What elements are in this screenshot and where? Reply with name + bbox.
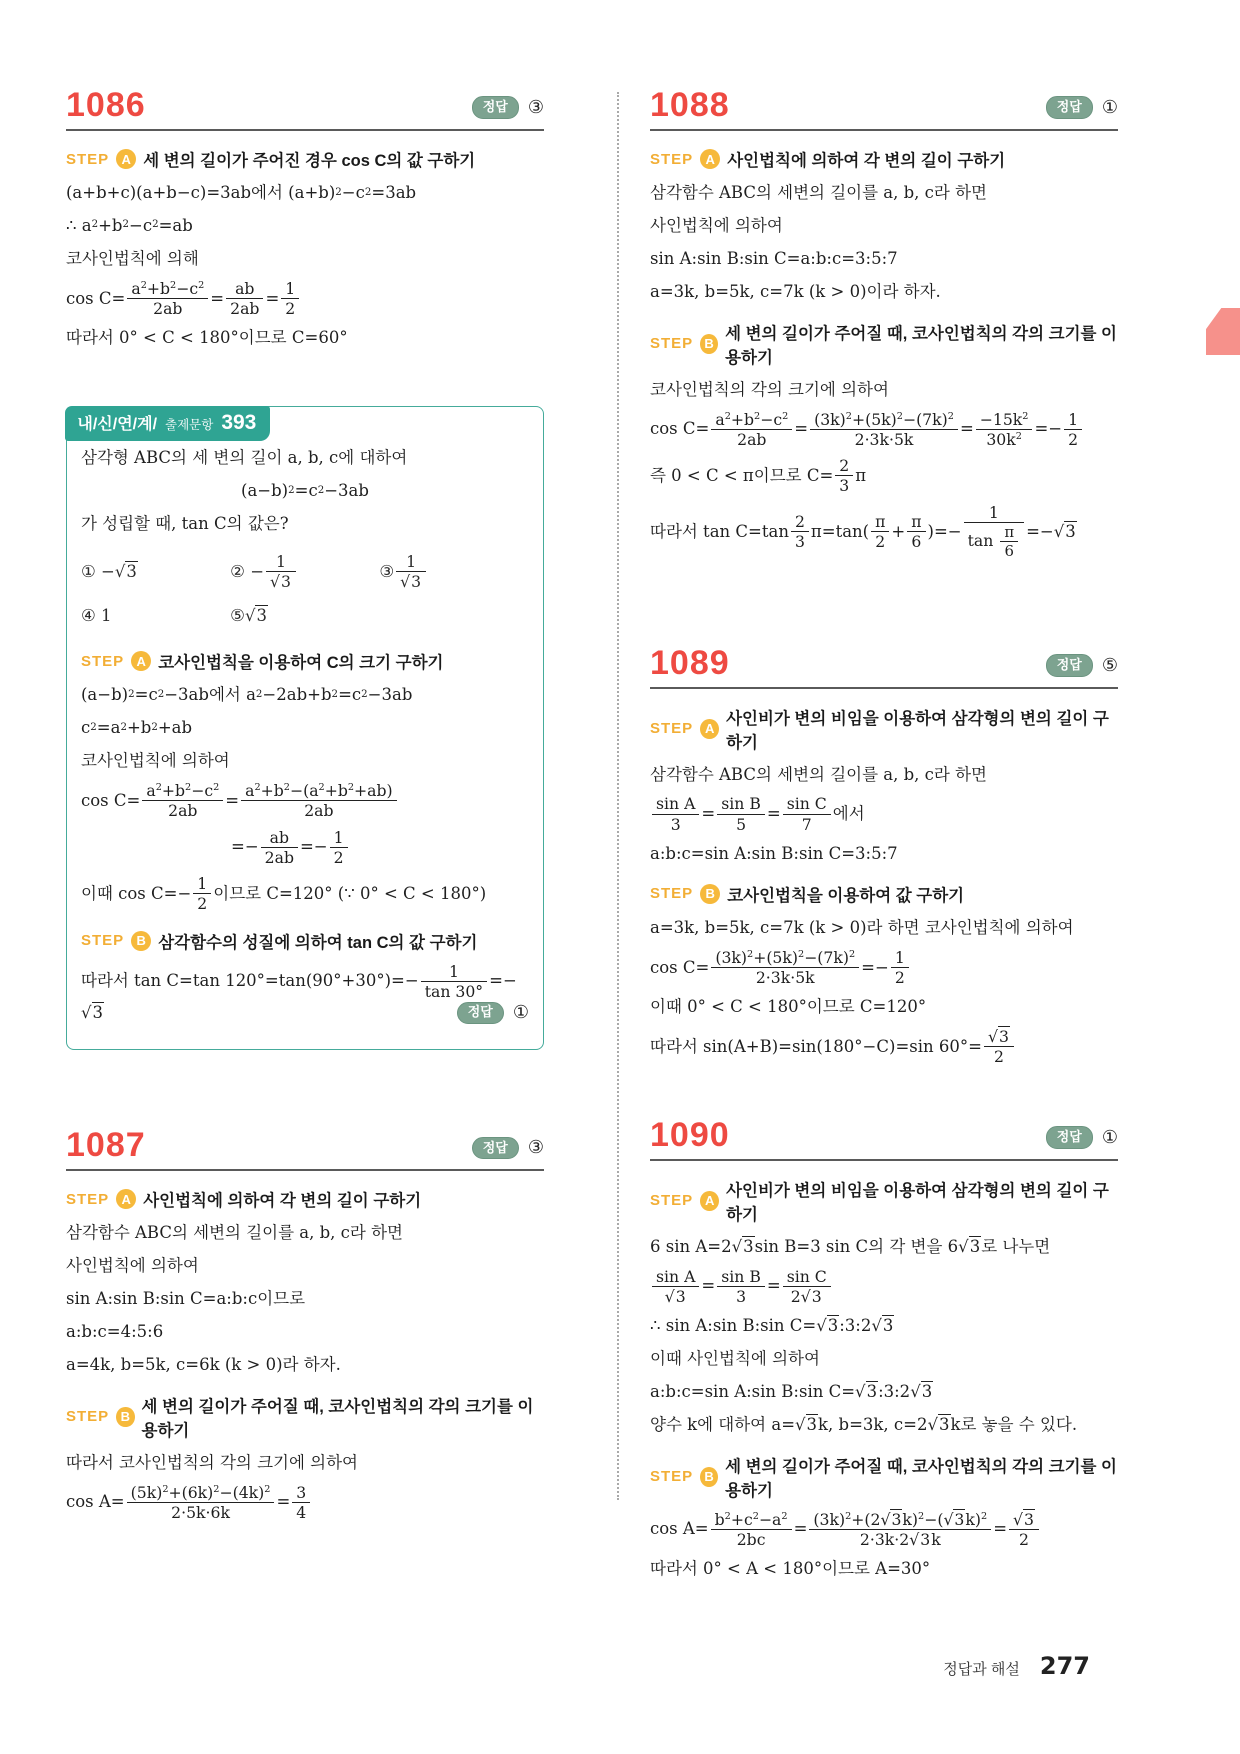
solution-line: =− $\frac{ab}{2ab}$ =− $\frac{1}{2}$ bbox=[81, 829, 529, 866]
solution-line: (a−b) 2 =c 2 −3ab에서 a 2 −2ab+b 2 =c 2 −3ab bbox=[81, 685, 413, 705]
column-divider bbox=[617, 92, 619, 1500]
step-title: 세 변의 길이가 주어질 때, 코사인법칙의 각의 크기를 이용하기 bbox=[725, 324, 1117, 367]
step-word: STEP bbox=[81, 652, 125, 670]
step-b-marker-icon: B bbox=[116, 1407, 134, 1427]
answer-badge bbox=[1046, 654, 1118, 680]
answer-choice-number: ③ bbox=[527, 1137, 544, 1158]
solution-line: (a+b+c)(a+b−c)=3ab에서 (a+b) 2 −c 2 =3ab bbox=[66, 183, 417, 202]
answer-choice-number: ⑤ bbox=[1101, 654, 1118, 675]
step-heading bbox=[81, 649, 529, 673]
step-heading bbox=[650, 320, 1118, 368]
solution-line: 코사인법칙에 의하여 bbox=[81, 751, 230, 771]
problem-number: 1086 bbox=[66, 86, 146, 124]
step-heading bbox=[650, 1177, 1118, 1225]
problem-header bbox=[650, 1115, 1118, 1161]
answer-choice-number: ① bbox=[1101, 1126, 1118, 1147]
step-b-marker-icon: B bbox=[131, 931, 151, 951]
problem-1088 bbox=[650, 88, 1118, 560]
answer-choices bbox=[81, 545, 529, 633]
step-b-marker-icon: B bbox=[700, 884, 720, 904]
exam-box-tab bbox=[65, 406, 270, 441]
solution-line: cos C= $\frac{a^2+b^2-c^2}{2ab}$ = $\frac{ab}{2ab}$ = $\frac{1}{2}$ bbox=[66, 280, 544, 317]
exam-link-box-393 bbox=[66, 406, 544, 1050]
step-word: STEP bbox=[650, 150, 694, 168]
answer-badge bbox=[1046, 96, 1118, 122]
step-heading bbox=[66, 147, 544, 171]
answer-choice-number: ① bbox=[1101, 97, 1118, 118]
solution-line: ∴ sin A:sin B:sin C= √3 :3:2 √3 bbox=[650, 1316, 894, 1336]
step-word: STEP bbox=[81, 932, 125, 950]
solution-line: 삼각함수 ABC의 세변의 길이를 a, b, c라 하면 bbox=[650, 183, 987, 202]
red-bookmark-tab bbox=[1206, 308, 1240, 355]
problem-1090 bbox=[650, 1115, 1118, 1581]
solution-line: a:b:c=sin A:sin B:sin C= √3 :3:2 √3 bbox=[650, 1381, 933, 1401]
solution-line: cos A= $\frac{b^2+c^2-a^2}{2bc}$ = $\frac{(3k)^2+(2√3k)^2-(√3k)^2}{2\cdot 3k\cdot 2√3k}$ = $\frac{√3}{2}$ bbox=[650, 1511, 1118, 1548]
solution-line: ∴ a 2 +b 2 −c 2 =ab bbox=[66, 215, 193, 235]
solution-line: 따라서 sin(A+B)=sin(180°−C)=sin 60°= $\frac{√3}{2}$ bbox=[650, 1028, 1118, 1065]
solution-line: 따라서 0° < C < 180°이므로 C=60° bbox=[66, 328, 348, 348]
solution-line: 즉 0 < C < π이므로 C= $\frac{2}{3}$ π bbox=[650, 456, 867, 496]
solution-line: $\frac{\text{sin A}}{√3}$ = $\frac{\text{sin B}}{3}$ = $\frac{\text{sin C}}{2√3}$ bbox=[650, 1268, 1118, 1305]
problem-number: 1088 bbox=[650, 86, 730, 124]
solution-line: 따라서 코사인법칙의 각의 크기에 의하여 bbox=[66, 1452, 358, 1472]
answer-badge bbox=[472, 1137, 544, 1163]
step-heading bbox=[650, 705, 1118, 753]
step-word: STEP bbox=[650, 1468, 694, 1486]
step-heading bbox=[66, 1187, 544, 1211]
solution-line: 이때 사인법칙에 의하여 bbox=[650, 1348, 820, 1368]
right-column bbox=[650, 88, 1118, 1590]
problem-header bbox=[66, 88, 544, 131]
step-a-marker-icon: A bbox=[700, 149, 720, 169]
step-a-marker-icon: A bbox=[116, 1189, 136, 1209]
step-word: STEP bbox=[66, 1408, 110, 1426]
solution-line: sin A:sin B:sin C=a:b:c이므로 bbox=[66, 1288, 306, 1308]
step-word: STEP bbox=[66, 1190, 110, 1208]
solution-line: 따라서 tan C=tan $\frac{2}{3}$ π=tan( $\frac{\pi}{2}$ + $\frac{\pi}{6}$ )=− 1 tan $\frac{\pi}{6}$ =− √3 bbox=[650, 502, 1076, 561]
solution-line: 삼각함수 ABC의 세변의 길이를 a, b, c라 하면 bbox=[650, 764, 987, 784]
step-word: STEP bbox=[650, 720, 694, 738]
solution-line: 이때 cos C=− $\frac{1}{2}$ 이므로 C=120° (∵ 0° < C < 180°) bbox=[81, 874, 487, 914]
choice-item: ④ 1 bbox=[81, 606, 112, 626]
solution-line: cos C= $\frac{(3k)^2+(5k)^2-(7k)^2}{2\cdot 3k\cdot 5k}$ =− $\frac{1}{2}$ bbox=[650, 949, 1118, 986]
footer-page-number: 277 bbox=[1039, 1652, 1090, 1680]
step-a-marker-icon: A bbox=[700, 719, 719, 739]
problem-number: 1087 bbox=[66, 1126, 146, 1165]
answer-badge bbox=[1046, 1126, 1118, 1152]
step-heading bbox=[650, 882, 1118, 906]
solution-line: $\frac{\text{sin A}}{3}$ = $\frac{\text{sin B}}{5}$ = $\frac{\text{sin C}}{7}$ 에서 bbox=[650, 795, 1118, 832]
solution-line: c 2 =a 2 +b 2 +ab bbox=[81, 718, 193, 738]
choice-item: ③ $\frac{1}{√3}$ bbox=[379, 553, 528, 590]
step-title: 세 변의 길이가 주어질 때, 코사인법칙의 각의 크기를 이용하기 bbox=[725, 1457, 1117, 1500]
answer-pill-label: 정답 bbox=[1046, 1126, 1093, 1149]
exam-item-number: 393 bbox=[221, 410, 257, 434]
footer-section-label: 정답과 해설 bbox=[943, 1661, 1020, 1678]
choice-item: ② − $\frac{1}{√3}$ bbox=[230, 553, 379, 590]
step-heading bbox=[650, 1453, 1118, 1501]
problem-header bbox=[66, 1128, 544, 1171]
solution-line: a=3k, b=5k, c=7k (k > 0)라 하면 코사인법칙에 의하여 bbox=[650, 917, 1074, 937]
answer-choice-number: ③ bbox=[527, 97, 544, 118]
answer-pill-label: 정답 bbox=[472, 96, 519, 119]
problem-number: 1089 bbox=[650, 643, 730, 682]
solution-line: 가 성립할 때, tan C의 값은? bbox=[81, 514, 289, 533]
solution-line: 사인법칙에 의하여 bbox=[66, 1256, 199, 1276]
answer-choice-number: ① bbox=[512, 1002, 529, 1024]
problem-number: 1090 bbox=[650, 1115, 730, 1154]
step-word: STEP bbox=[66, 150, 110, 168]
step-a-marker-icon: A bbox=[700, 1191, 719, 1211]
solution-line: 따라서 0° < A < 180°이므로 A=30° bbox=[650, 1559, 931, 1579]
left-column bbox=[66, 88, 544, 1530]
solution-line: 삼각형 ABC의 세 변의 길이 a, b, c에 대하여 bbox=[81, 448, 408, 468]
step-heading bbox=[81, 929, 529, 953]
step-b-marker-icon: B bbox=[700, 1467, 718, 1487]
solution-line: a=4k, b=5k, c=6k (k > 0)라 하자. bbox=[66, 1354, 341, 1374]
step-word: STEP bbox=[650, 885, 694, 903]
solution-line: cos A= $\frac{(5k)^2+(6k)^2-(4k)^2}{2\cdot 5k\cdot 6k}$ = $\frac{3}{4}$ bbox=[66, 1484, 544, 1521]
step-title: 세 변의 길이가 주어질 때, 코사인법칙의 각의 크기를 이용하기 bbox=[141, 1397, 534, 1440]
solution-line: a:b:c=sin A:sin B:sin C=3:5:7 bbox=[650, 843, 898, 863]
choice-item: ① − √3 bbox=[81, 562, 137, 582]
step-title: 코사인법칙을 이용하여 값 구하기 bbox=[727, 886, 965, 905]
step-title: 세 변의 길이가 주어진 경우 cos C의 값 구하기 bbox=[143, 152, 476, 170]
exam-caption-label: 출제문항 bbox=[165, 417, 214, 432]
answer-pill-label: 정답 bbox=[1046, 654, 1093, 677]
step-title: 사인비가 변의 비임을 이용하여 삼각형의 변의 길이 구하기 bbox=[726, 1181, 1109, 1224]
solution-line: 코사인법칙에 의해 bbox=[66, 248, 199, 268]
problem-1089 bbox=[650, 643, 1118, 1067]
step-title: 사인법칙에 의하여 각 변의 길이 구하기 bbox=[143, 1192, 422, 1211]
answer-pill-label: 정답 bbox=[457, 1002, 504, 1025]
choice-item: ⑤ √3 bbox=[230, 606, 267, 626]
step-b-marker-icon: B bbox=[700, 334, 718, 354]
problem-1087 bbox=[66, 1128, 544, 1521]
solution-line: a=3k, b=5k, c=7k (k > 0)이라 하자. bbox=[650, 281, 941, 301]
answer-pill-label: 정답 bbox=[472, 1137, 519, 1160]
step-title: 삼각함수의 성질에 의하여 tan C의 값 구하기 bbox=[158, 933, 478, 952]
step-heading bbox=[650, 147, 1118, 171]
problem-1086 bbox=[66, 88, 544, 350]
answer-pill-label: 정답 bbox=[1046, 96, 1093, 119]
step-word: STEP bbox=[650, 1192, 694, 1210]
step-title: 사인법칙에 의하여 각 변의 길이 구하기 bbox=[727, 152, 1006, 170]
solution-line: 삼각함수 ABC의 세변의 길이를 a, b, c라 하면 bbox=[66, 1223, 403, 1243]
solution-line: 양수 k에 대하여 a= √3 k, b=3k, c=2 √3 k로 놓을 수 있다. bbox=[650, 1414, 1078, 1434]
solution-line: 따라서 tan C=tan 120°=tan(90°+30°)=− $\frac{1}{\tan 30^\circ}$ =− √3 정답 ① bbox=[81, 963, 529, 1027]
solution-line: (a−b) 2 =c 2 −3ab bbox=[241, 481, 369, 501]
solution-line: a:b:c=4:5:6 bbox=[66, 1321, 164, 1341]
exam-series-label: 내/신/연/계/ bbox=[77, 415, 158, 433]
answer-badge bbox=[472, 96, 544, 122]
answer-badge bbox=[457, 1000, 529, 1026]
solution-line: 이때 0° < C < 180°이므로 C=120° bbox=[650, 997, 927, 1017]
step-heading bbox=[66, 1393, 544, 1441]
solution-line: cos C= $\frac{a^2+b^2-c^2}{2ab}$ = $\frac{(3k)^2+(5k)^2-(7k)^2}{2\cdot 3k\cdot 5k}$ = $\frac{-15k^2}{30k^2}$ =− $\frac{1}{2}$ bbox=[650, 411, 1118, 448]
step-title: 코사인법칙을 이용하여 C의 크기 구하기 bbox=[158, 654, 444, 673]
problem-header bbox=[650, 88, 1118, 131]
step-word: STEP bbox=[650, 335, 694, 353]
step-a-marker-icon: A bbox=[131, 651, 151, 671]
page-footer bbox=[830, 1652, 1090, 1680]
problem-header bbox=[650, 643, 1118, 689]
solution-line: cos C= $\frac{a^2+b^2-c^2}{2ab}$ = $\frac{a^2+b^2-(a^2+b^2+ab)}{2ab}$ bbox=[81, 782, 529, 819]
solution-line: sin A:sin B:sin C=a:b:c=3:5:7 bbox=[650, 248, 898, 268]
step-a-marker-icon: A bbox=[116, 149, 136, 169]
solution-line: 사인법칙에 의하여 bbox=[650, 215, 783, 235]
solution-line: 코사인법칙의 각의 크기에 의하여 bbox=[650, 379, 889, 399]
step-title: 사인비가 변의 비임을 이용하여 삼각형의 변의 길이 구하기 bbox=[726, 709, 1109, 752]
solution-line: 6 sin A=2 √3 sin B=3 sin C의 각 변을 6 √3 로 나누면 bbox=[650, 1236, 1051, 1256]
